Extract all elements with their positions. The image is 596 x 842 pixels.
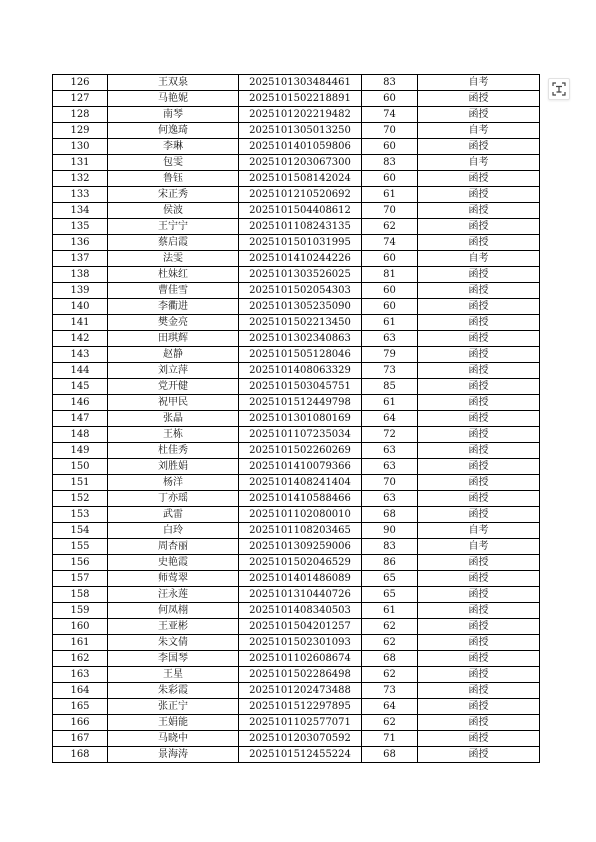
student-id-cell: 2025101102080010	[239, 507, 362, 523]
study-type-cell: 函授	[418, 619, 540, 635]
student-id-cell: 2025101410244226	[239, 251, 362, 267]
student-name-cell: 南琴	[108, 107, 239, 123]
student-name-cell: 田琪辉	[108, 331, 239, 347]
student-name-cell: 王星	[108, 667, 239, 683]
student-name-cell: 史艳霞	[108, 555, 239, 571]
student-name-cell: 刘胜娟	[108, 459, 239, 475]
score-cell: 70	[362, 123, 418, 139]
student-name-cell: 张晶	[108, 411, 239, 427]
table-row	[53, 699, 540, 715]
study-type-cell: 函授	[418, 331, 540, 347]
student-id-cell: 2025101502213450	[239, 315, 362, 331]
table-row	[53, 315, 540, 331]
table-row	[53, 107, 540, 123]
score-cell: 63	[362, 331, 418, 347]
study-type-cell: 函授	[418, 603, 540, 619]
table-row	[53, 155, 540, 171]
score-cell: 60	[362, 139, 418, 155]
student-id-cell: 2025101501031995	[239, 235, 362, 251]
score-cell: 73	[362, 363, 418, 379]
score-cell: 68	[362, 651, 418, 667]
student-id-cell: 2025101408340503	[239, 603, 362, 619]
study-type-cell: 函授	[418, 283, 540, 299]
row-number-cell: 135	[53, 219, 108, 235]
student-name-cell: 杜佳秀	[108, 443, 239, 459]
row-number-cell: 130	[53, 139, 108, 155]
student-id-cell: 2025101503045751	[239, 379, 362, 395]
table-row	[53, 587, 540, 603]
table-row	[53, 459, 540, 475]
student-name-cell: 朱文倩	[108, 635, 239, 651]
score-table-body	[53, 75, 540, 763]
score-cell: 65	[362, 587, 418, 603]
text-recognize-icon[interactable]	[548, 78, 570, 100]
score-cell: 72	[362, 427, 418, 443]
score-cell: 70	[362, 203, 418, 219]
table-row	[53, 651, 540, 667]
study-type-cell: 函授	[418, 395, 540, 411]
score-cell: 60	[362, 171, 418, 187]
student-id-cell: 2025101107235034	[239, 427, 362, 443]
row-number-cell: 131	[53, 155, 108, 171]
score-cell: 68	[362, 747, 418, 763]
student-name-cell: 侯波	[108, 203, 239, 219]
student-id-cell: 2025101301080169	[239, 411, 362, 427]
table-row	[53, 667, 540, 683]
student-id-cell: 2025101502260269	[239, 443, 362, 459]
score-cell: 61	[362, 603, 418, 619]
study-type-cell: 函授	[418, 651, 540, 667]
student-id-cell: 2025101508142024	[239, 171, 362, 187]
study-type-cell: 函授	[418, 667, 540, 683]
text-recognize-glyph	[552, 82, 566, 96]
row-number-cell: 154	[53, 523, 108, 539]
student-id-cell: 2025101408241404	[239, 475, 362, 491]
score-cell: 62	[362, 667, 418, 683]
student-name-cell: 包雯	[108, 155, 239, 171]
row-number-cell: 139	[53, 283, 108, 299]
score-cell: 71	[362, 731, 418, 747]
study-type-cell: 函授	[418, 475, 540, 491]
study-type-cell: 函授	[418, 379, 540, 395]
table-row	[53, 171, 540, 187]
study-type-cell: 函授	[418, 411, 540, 427]
table-row	[53, 619, 540, 635]
study-type-cell: 函授	[418, 299, 540, 315]
student-id-cell: 2025101310440726	[239, 587, 362, 603]
row-number-cell: 136	[53, 235, 108, 251]
student-name-cell: 祝甲民	[108, 395, 239, 411]
student-name-cell: 何逸琦	[108, 123, 239, 139]
student-name-cell: 王栋	[108, 427, 239, 443]
table-row	[53, 395, 540, 411]
student-name-cell: 刘立萍	[108, 363, 239, 379]
score-cell: 86	[362, 555, 418, 571]
table-row	[53, 523, 540, 539]
score-cell: 62	[362, 635, 418, 651]
row-number-cell: 155	[53, 539, 108, 555]
student-id-cell: 2025101108243135	[239, 219, 362, 235]
student-name-cell: 李琳	[108, 139, 239, 155]
table-row	[53, 715, 540, 731]
study-type-cell: 函授	[418, 91, 540, 107]
table-row	[53, 427, 540, 443]
row-number-cell: 148	[53, 427, 108, 443]
student-name-cell: 杜妹红	[108, 267, 239, 283]
study-type-cell: 函授	[418, 171, 540, 187]
study-type-cell: 函授	[418, 235, 540, 251]
student-id-cell: 2025101502301093	[239, 635, 362, 651]
student-name-cell: 白玲	[108, 523, 239, 539]
table-row	[53, 571, 540, 587]
score-cell: 63	[362, 491, 418, 507]
study-type-cell: 函授	[418, 683, 540, 699]
student-name-cell: 周杏丽	[108, 539, 239, 555]
row-number-cell: 167	[53, 731, 108, 747]
study-type-cell: 自考	[418, 539, 540, 555]
row-number-cell: 134	[53, 203, 108, 219]
student-name-cell: 武雷	[108, 507, 239, 523]
student-id-cell: 2025101408063329	[239, 363, 362, 379]
score-cell: 83	[362, 539, 418, 555]
student-name-cell: 张正宁	[108, 699, 239, 715]
table-row	[53, 235, 540, 251]
study-type-cell: 自考	[418, 155, 540, 171]
row-number-cell: 126	[53, 75, 108, 91]
study-type-cell: 函授	[418, 699, 540, 715]
score-cell: 65	[362, 571, 418, 587]
student-id-cell: 2025101502286498	[239, 667, 362, 683]
study-type-cell: 函授	[418, 267, 540, 283]
study-type-cell: 函授	[418, 219, 540, 235]
score-cell: 70	[362, 475, 418, 491]
table-row	[53, 731, 540, 747]
row-number-cell: 168	[53, 747, 108, 763]
student-name-cell: 赵静	[108, 347, 239, 363]
study-type-cell: 函授	[418, 139, 540, 155]
study-type-cell: 自考	[418, 523, 540, 539]
study-type-cell: 函授	[418, 187, 540, 203]
student-id-cell: 2025101202473488	[239, 683, 362, 699]
score-cell: 62	[362, 619, 418, 635]
row-number-cell: 152	[53, 491, 108, 507]
row-number-cell: 128	[53, 107, 108, 123]
student-id-cell: 2025101303484461	[239, 75, 362, 91]
score-cell: 74	[362, 235, 418, 251]
table-row	[53, 91, 540, 107]
study-type-cell: 函授	[418, 459, 540, 475]
student-id-cell: 2025101401486089	[239, 571, 362, 587]
table-row	[53, 203, 540, 219]
table-row	[53, 747, 540, 763]
student-name-cell: 马艳妮	[108, 91, 239, 107]
score-cell: 83	[362, 75, 418, 91]
student-name-cell: 鲁钰	[108, 171, 239, 187]
study-type-cell: 函授	[418, 443, 540, 459]
student-name-cell: 樊金亮	[108, 315, 239, 331]
row-number-cell: 162	[53, 651, 108, 667]
table-row	[53, 347, 540, 363]
student-id-cell: 2025101512455224	[239, 747, 362, 763]
score-cell: 74	[362, 107, 418, 123]
row-number-cell: 146	[53, 395, 108, 411]
study-type-cell: 函授	[418, 363, 540, 379]
student-id-cell: 2025101102608674	[239, 651, 362, 667]
study-type-cell: 自考	[418, 251, 540, 267]
score-cell: 63	[362, 459, 418, 475]
student-id-cell: 2025101502218891	[239, 91, 362, 107]
row-number-cell: 166	[53, 715, 108, 731]
student-name-cell: 法雯	[108, 251, 239, 267]
row-number-cell: 145	[53, 379, 108, 395]
row-number-cell: 132	[53, 171, 108, 187]
score-cell: 83	[362, 155, 418, 171]
score-cell: 90	[362, 523, 418, 539]
score-cell: 73	[362, 683, 418, 699]
student-name-cell: 党开健	[108, 379, 239, 395]
study-type-cell: 函授	[418, 203, 540, 219]
row-number-cell: 133	[53, 187, 108, 203]
row-number-cell: 165	[53, 699, 108, 715]
row-number-cell: 164	[53, 683, 108, 699]
score-cell: 62	[362, 715, 418, 731]
student-name-cell: 李国琴	[108, 651, 239, 667]
score-cell: 60	[362, 299, 418, 315]
student-id-cell: 2025101512449798	[239, 395, 362, 411]
row-number-cell: 129	[53, 123, 108, 139]
score-cell: 63	[362, 443, 418, 459]
row-number-cell: 156	[53, 555, 108, 571]
study-type-cell: 函授	[418, 491, 540, 507]
student-id-cell: 2025101210520692	[239, 187, 362, 203]
study-type-cell: 函授	[418, 315, 540, 331]
student-id-cell: 2025101410079366	[239, 459, 362, 475]
table-row	[53, 267, 540, 283]
score-cell: 62	[362, 219, 418, 235]
student-name-cell: 蔡启霞	[108, 235, 239, 251]
student-name-cell: 王双泉	[108, 75, 239, 91]
student-name-cell: 王亚彬	[108, 619, 239, 635]
table-row	[53, 603, 540, 619]
student-name-cell: 杨洋	[108, 475, 239, 491]
student-id-cell: 2025101401059806	[239, 139, 362, 155]
row-number-cell: 143	[53, 347, 108, 363]
study-type-cell: 函授	[418, 731, 540, 747]
score-cell: 64	[362, 699, 418, 715]
row-number-cell: 160	[53, 619, 108, 635]
student-id-cell: 2025101504408612	[239, 203, 362, 219]
student-id-cell: 2025101504201257	[239, 619, 362, 635]
table-row	[53, 219, 540, 235]
row-number-cell: 138	[53, 267, 108, 283]
row-number-cell: 142	[53, 331, 108, 347]
row-number-cell: 141	[53, 315, 108, 331]
student-id-cell: 2025101305235090	[239, 299, 362, 315]
score-cell: 61	[362, 395, 418, 411]
score-cell: 60	[362, 251, 418, 267]
table-row	[53, 75, 540, 91]
row-number-cell: 151	[53, 475, 108, 491]
study-type-cell: 自考	[418, 75, 540, 91]
study-type-cell: 函授	[418, 747, 540, 763]
student-id-cell: 2025101410588466	[239, 491, 362, 507]
score-cell: 60	[362, 91, 418, 107]
row-number-cell: 149	[53, 443, 108, 459]
table-row	[53, 411, 540, 427]
row-number-cell: 158	[53, 587, 108, 603]
table-row	[53, 539, 540, 555]
student-id-cell: 2025101203070592	[239, 731, 362, 747]
table-row	[53, 139, 540, 155]
student-name-cell: 朱彩霞	[108, 683, 239, 699]
student-name-cell: 曹佳雪	[108, 283, 239, 299]
table-row	[53, 363, 540, 379]
table-row	[53, 491, 540, 507]
study-type-cell: 函授	[418, 507, 540, 523]
study-type-cell: 函授	[418, 555, 540, 571]
score-cell: 79	[362, 347, 418, 363]
study-type-cell: 函授	[418, 715, 540, 731]
row-number-cell: 144	[53, 363, 108, 379]
score-table	[52, 74, 540, 763]
row-number-cell: 163	[53, 667, 108, 683]
table-row	[53, 299, 540, 315]
score-cell: 64	[362, 411, 418, 427]
study-type-cell: 函授	[418, 635, 540, 651]
row-number-cell: 147	[53, 411, 108, 427]
score-cell: 61	[362, 187, 418, 203]
student-name-cell: 王宁宁	[108, 219, 239, 235]
student-name-cell: 丁亦瑶	[108, 491, 239, 507]
table-row	[53, 507, 540, 523]
student-id-cell: 2025101202219482	[239, 107, 362, 123]
study-type-cell: 函授	[418, 571, 540, 587]
student-id-cell: 2025101505128046	[239, 347, 362, 363]
study-type-cell: 函授	[418, 427, 540, 443]
study-type-cell: 函授	[418, 347, 540, 363]
study-type-cell: 函授	[418, 587, 540, 603]
student-name-cell: 宋正秀	[108, 187, 239, 203]
student-id-cell: 2025101303526025	[239, 267, 362, 283]
score-cell: 68	[362, 507, 418, 523]
row-number-cell: 140	[53, 299, 108, 315]
student-name-cell: 马晓中	[108, 731, 239, 747]
student-id-cell: 2025101512297895	[239, 699, 362, 715]
score-cell: 81	[362, 267, 418, 283]
student-id-cell: 2025101203067300	[239, 155, 362, 171]
score-cell: 60	[362, 283, 418, 299]
student-id-cell: 2025101305013250	[239, 123, 362, 139]
table-row	[53, 635, 540, 651]
student-id-cell: 2025101309259006	[239, 539, 362, 555]
student-id-cell: 2025101502054303	[239, 283, 362, 299]
row-number-cell: 150	[53, 459, 108, 475]
score-cell: 85	[362, 379, 418, 395]
student-name-cell: 景海涛	[108, 747, 239, 763]
table-row	[53, 123, 540, 139]
table-row	[53, 379, 540, 395]
table-row	[53, 475, 540, 491]
row-number-cell: 157	[53, 571, 108, 587]
student-name-cell: 汪永莲	[108, 587, 239, 603]
student-id-cell: 2025101302340863	[239, 331, 362, 347]
study-type-cell: 函授	[418, 107, 540, 123]
row-number-cell: 159	[53, 603, 108, 619]
study-type-cell: 自考	[418, 123, 540, 139]
student-name-cell: 王娟能	[108, 715, 239, 731]
table-row	[53, 555, 540, 571]
table-row	[53, 331, 540, 347]
student-name-cell: 何凤栩	[108, 603, 239, 619]
table-row	[53, 187, 540, 203]
table-row	[53, 683, 540, 699]
table-row	[53, 283, 540, 299]
row-number-cell: 127	[53, 91, 108, 107]
student-name-cell: 李衢进	[108, 299, 239, 315]
table-row	[53, 251, 540, 267]
table-row	[53, 443, 540, 459]
student-id-cell: 2025101102577071	[239, 715, 362, 731]
student-id-cell: 2025101502046529	[239, 555, 362, 571]
score-cell: 61	[362, 315, 418, 331]
row-number-cell: 137	[53, 251, 108, 267]
student-name-cell: 师莺翠	[108, 571, 239, 587]
row-number-cell: 161	[53, 635, 108, 651]
student-id-cell: 2025101108203465	[239, 523, 362, 539]
row-number-cell: 153	[53, 507, 108, 523]
